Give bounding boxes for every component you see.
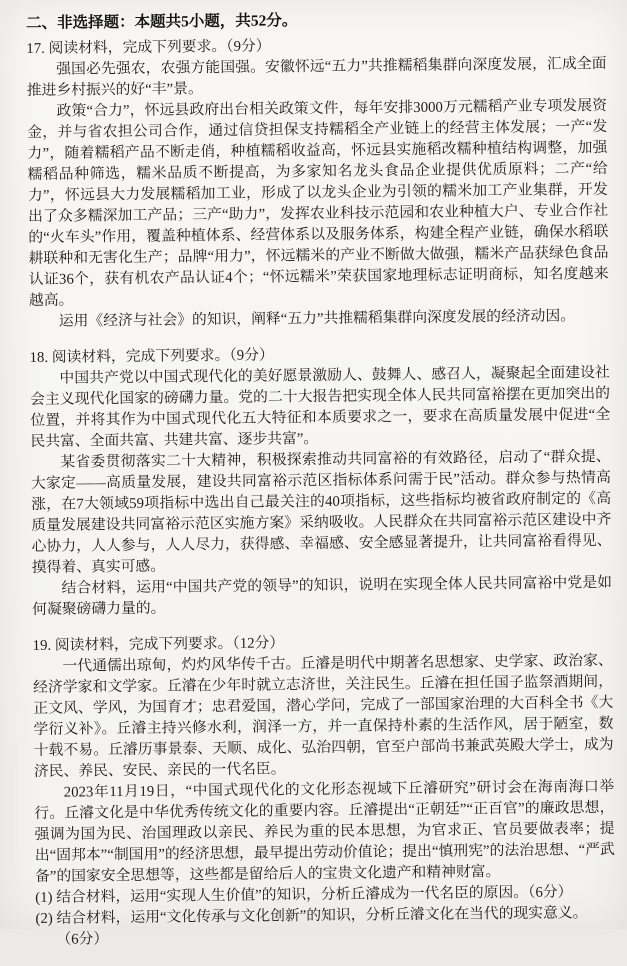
question-17-task: 运用《经济与社会》的知识，阐释“五力”共推糯稻集群向深度发展的经济动因。 — [58, 308, 576, 330]
question-18 — [30, 342, 613, 621]
question-17-paragraph-2: 政策“合力”，怀远县政府出台相关政策文件，每年安排3000万元糯稻产业专项发展资金，并与省农担公司合作，通过信贷担保支持糯稻全产业链上的经营主体发展；一产“发力”，随着糯稻产品不断走俏，种植糯稻收益高，怀远县实施稻改糯种植结构调整，加强糯稻品种筛选，糯米品质不断提高，为多家知名龙头食品企业提供优质原料；二产“给力”，怀远县大力发展糯稻加工业，形成了以龙头企业为引领的糯米加工产业集群，开发出了众多糯深加工产品；三产“助力”，发挥农业科技示范园和农业种植大户、专业合作社的“火车头”作用，覆盖种植体系、经营体系以及服务体系，构建全程产业链，确保水稻联耕联种和无害化生产；品牌“用力”，怀远糯米的产业不断做大做强，糯米产品获绿色食品认证36个，获有机农产品认证4个；“怀远糯米”荣获国家地理标志证明商标，知名度越来越高。 — [27, 97, 609, 309]
question-19-subquestion-2-score: （6分） — [56, 931, 109, 948]
question-19-paragraph-1: 一代通儒出琼甸，灼灼风华传千古。丘濬是明代中期著名思想家、史学家、政治家、经济学家和文学家。丘濬在少年时就立志济世，关注民生。丘濬在担任国子监祭酒期间，正文风、学风，为国育才；忠君爱国，潜心学问，完成了一部国家治理的大百科全书《大学衍义补》。丘濬主持兴修水利，润泽一方，并一直保持朴素的生活作风，居于陋室，数十载不易。丘濬历事景泰、天顺、成化、弘治四朝，官至户部尚书兼武英殿大学士，成为济民、养民、安民、亲民的一代名臣。 — [32, 652, 614, 780]
question-19-subquestion-1: (1) 结合材料，运用“实现人生价值”的知识，分析丘濬成为一代名臣的原因。（6分） — [35, 884, 573, 906]
question-17-title: 17. 阅读材料，完成下列要求。（9分） — [26, 38, 271, 57]
question-18-paragraph-2: 某省委贯彻落实二十大精神，积极探索推动共同富裕的有效路径，启动了“群众提、大家定——高质量发展，建设共同富裕示范区指标体系问需于民”活动。群众参与热情高涨，在7大领域59项指标中选出自己最关注的40项指标，这些指标均被省政府制定的《高质量发展建设共同富裕示范区实施方案》采纳吸收。人民群众在共同富裕示范区建设中齐心协力，人人参与，人人尽力，获得感、幸福感、安全感显著提升，让共同富裕看得见、摸得着、真实可感。 — [30, 448, 612, 576]
question-18-title: 18. 阅读材料，完成下列要求。（9分） — [29, 347, 274, 366]
question-18-paragraph-1: 中国共产党以中国式现代化的美好愿景激励人、鼓舞人、感召人，凝聚起全面建设社会主义现代化国家的磅礴力量。党的二十大报告把实现全体人民共同富裕摆在更加突出的位置，并将其作为中国式现代化五大特征和本质要求之一，要求在高质量发展中促进“全民共富、全面共富、共建共富、逐步共富”。 — [29, 364, 611, 450]
question-17-paragraph-1: 强国必先强农，农强方能国强。安徽怀远“五力”共推糯稻集群向深度发展，汇成全面推进乡村振兴的好“丰”景。 — [26, 55, 607, 99]
question-19 — [33, 630, 616, 951]
question-17 — [26, 33, 609, 333]
section-header: 二、非选择题：本题共5小题，共52分。 — [26, 12, 298, 32]
question-19-paragraph-2: 2023年11月19日，“中国式现代化的文化形态视域下丘濬研究”研讨会在海南海口举行。丘濬文化是中华优秀传统文化的重要内容。丘濬提出“正朝廷”“正百官”的廉政思想，强调为国为民、治国理政以亲民、养民为重的民本思想，为官求正、官员要做表率；提出“固邦本”“制国用”的经济思想，最早提出劳动价值论；提出“慎刑宪”的法治思想、“严武备”的国家安全思想等，这些都是留给后人的宝贵文化遗产和精神财富。 — [34, 778, 615, 885]
question-18-task: 结合材料，运用“中国共产党的领导”的知识，说明在实现全体人民共同富裕中党是如何凝聚磅礴力量的。 — [32, 574, 613, 618]
exam-content — [26, 7, 616, 966]
question-19-title: 19. 阅读材料，完成下列要求。（12分） — [32, 635, 285, 654]
question-19-subquestion-2: (2) 结合材料，运用“文化传承与文化创新”的知识，分析丘濬文化在当代的现实意义。 — [35, 905, 588, 927]
